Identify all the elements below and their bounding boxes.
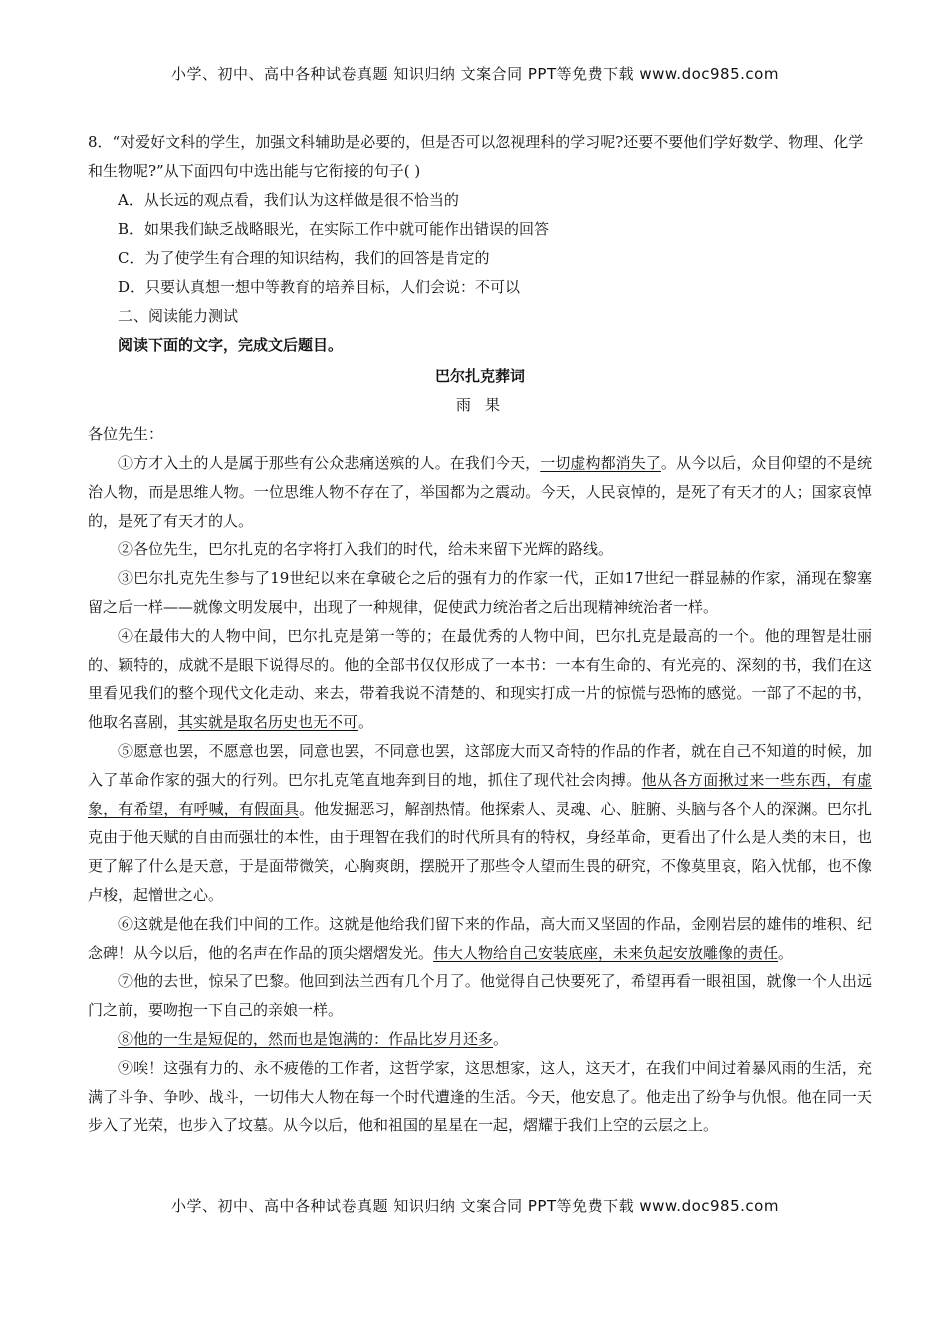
- article-title: 巴尔扎克葬词: [434, 367, 525, 385]
- paragraph-8-text-b: 。: [493, 1029, 509, 1048]
- paragraph-2: ②各位先生，巴尔扎克的名字将打入我们的时代，给未来留下光辉的路线。: [118, 540, 614, 559]
- reading-instruction: 阅读下面的文字，完成文后题目。: [118, 336, 344, 354]
- paragraph-1-text-b: 。从今以后，众目仰望的不是统治人物，而是思维人物。一位思维人物不存在了，举国都为之震动。今天，人民哀悼的，是死了有天才的人；国家哀悼的，是死了有天才的人。: [88, 454, 872, 530]
- option-a: A．从长远的观点看，我们认为这样做是很不恰当的: [118, 191, 459, 209]
- paragraph-4-text-b: 。: [358, 713, 374, 732]
- section-heading: 二、阅读能力测试: [118, 307, 239, 325]
- question-8-stem: 8．“对爱好文科的学生，加强文科辅助是必要的，但是否可以忽视理科的学习呢?还要不要他们学好数学、物理、化学和生物呢?”从下面四句中选出能与它衔接的句子( ): [88, 133, 864, 180]
- paragraph-9: ⑨唉！这强有力的、永不疲倦的工作者，这哲学家，这思想家，这人，这天才，在我们中间过着暴风雨的生活，充满了斗争、争吵、战斗，一切伟大人物在每一个时代遭逢的生活。今天，他安息了。他走出了纷争与仇恨。他在同一天步入了光荣，也步入了坟墓。从今以后，他和祖国的星星在一起，熠耀于我们上空的云层之上。: [88, 1058, 872, 1135]
- paragraph-1: [88, 449, 872, 535]
- paragraph-6-text-a: ⑥这就是他在我们中间的工作。这就是他给我们留下来的作品，高大而又坚固的作品，金刚岩层的雄伟的堆积、纪念碑！从今以后，他的名声在作品的顶尖熠熠发光。: [88, 914, 872, 962]
- paragraph-5: [88, 737, 872, 910]
- option-c: C．为了使学生有合理的知识结构，我们的回答是肯定的: [118, 249, 490, 267]
- paragraph-5-underlined: 他从各方面揪过来一些东西，有虚象，有希望，有呼喊，有假面具: [88, 770, 872, 818]
- paragraph-4: [88, 622, 872, 737]
- paragraph-6-underlined: 伟大人物给自己安装底座，未来负起安放雕像的责任: [433, 943, 779, 962]
- option-d: D．只要认真想一想中等教育的培养目标，人们会说：不可以: [118, 278, 521, 296]
- option-b: B．如果我们缺乏战略眼光，在实际工作中就可能作出错误的回答: [118, 220, 550, 238]
- paragraph-8: [88, 1025, 872, 1054]
- paragraph-5-text-b: 。他发掘恶习，解剖热情。他探索人、灵魂、心、脏腑、头脑与各个人的深渊。巴尔扎克由于他天赋的自由而强壮的本性，由于理智在我们的时代所具有的特权，身经革命，更看出了什么是人类的末日，也更了解了什么是天意，于是面带微笑，心胸爽朗，摆脱开了那些令人望而生畏的研究，不像莫里哀，陷入忧郁，也不像卢梭，起憎世之心。: [88, 799, 872, 904]
- paragraph-5-text-a: ⑤愿意也罢，不愿意也罢，同意也罢，不同意也罢，这部庞大而又奇特的作品的作者，就在自己不知道的时候，加入了革命作家的强大的行列。巴尔扎克笔直地奔到目的地，抓住了现代社会肉搏。: [88, 741, 872, 789]
- paragraph-1-underlined: 一切虚构都消失了: [540, 454, 661, 472]
- salutation: 各位先生：: [88, 425, 164, 443]
- paragraph-6: [88, 910, 872, 968]
- page-header-banner: 小学、初中、高中各种试卷真题 知识归纳 文案合同 PPT等免费下载 www.doc985.com: [171, 65, 779, 83]
- paragraph-8-underlined: ⑧他的一生是短促的，然而也是饱满的：作品比岁月还多: [118, 1029, 494, 1048]
- paragraph-1-text-a: ①方才入土的人是属于那些有公众悲痛送殡的人。在我们今天，: [118, 454, 541, 472]
- paragraph-3: ③巴尔扎克先生参与了19世纪以来在拿破仑之后的强有力的作家一代，正如17世纪一群显赫的作家，涌现在黎塞留之后一样——就像文明发展中，出现了一种规律，促使武力统治者之后出现精神统治者一样。: [88, 569, 872, 616]
- paragraph-4-text-a: ④在最伟大的人物中间，巴尔扎克是第一等的；在最优秀的人物中间，巴尔扎克是最高的一个。他的理智是壮丽的、颖特的，成就不是眼下说得尽的。他的全部书仅仅形成了一本书：一本有生命的、有光亮的、深刻的书，我们在这里看见我们的整个现代文化走动、来去，带着我说不清楚的、和现实打成一片的惊慌与恐怖的感觉。一部了不起的书，他取名喜剧，: [88, 626, 872, 732]
- document-body: [88, 128, 872, 1140]
- page-footer-banner: 小学、初中、高中各种试卷真题 知识归纳 文案合同 PPT等免费下载 www.doc985.com: [171, 1197, 779, 1215]
- paragraph-6-text-b: 。: [778, 943, 794, 962]
- article-author: 雨果: [455, 396, 514, 414]
- paragraph-4-underlined: 其实就是取名历史也无不可: [178, 713, 359, 732]
- paragraph-7: ⑦他的去世，惊呆了巴黎。他回到法兰西有几个月了。他觉得自己快要死了，希望再看一眼祖国，就像一个人出远门之前，要吻抱一下自己的亲娘一样。: [88, 972, 872, 1020]
